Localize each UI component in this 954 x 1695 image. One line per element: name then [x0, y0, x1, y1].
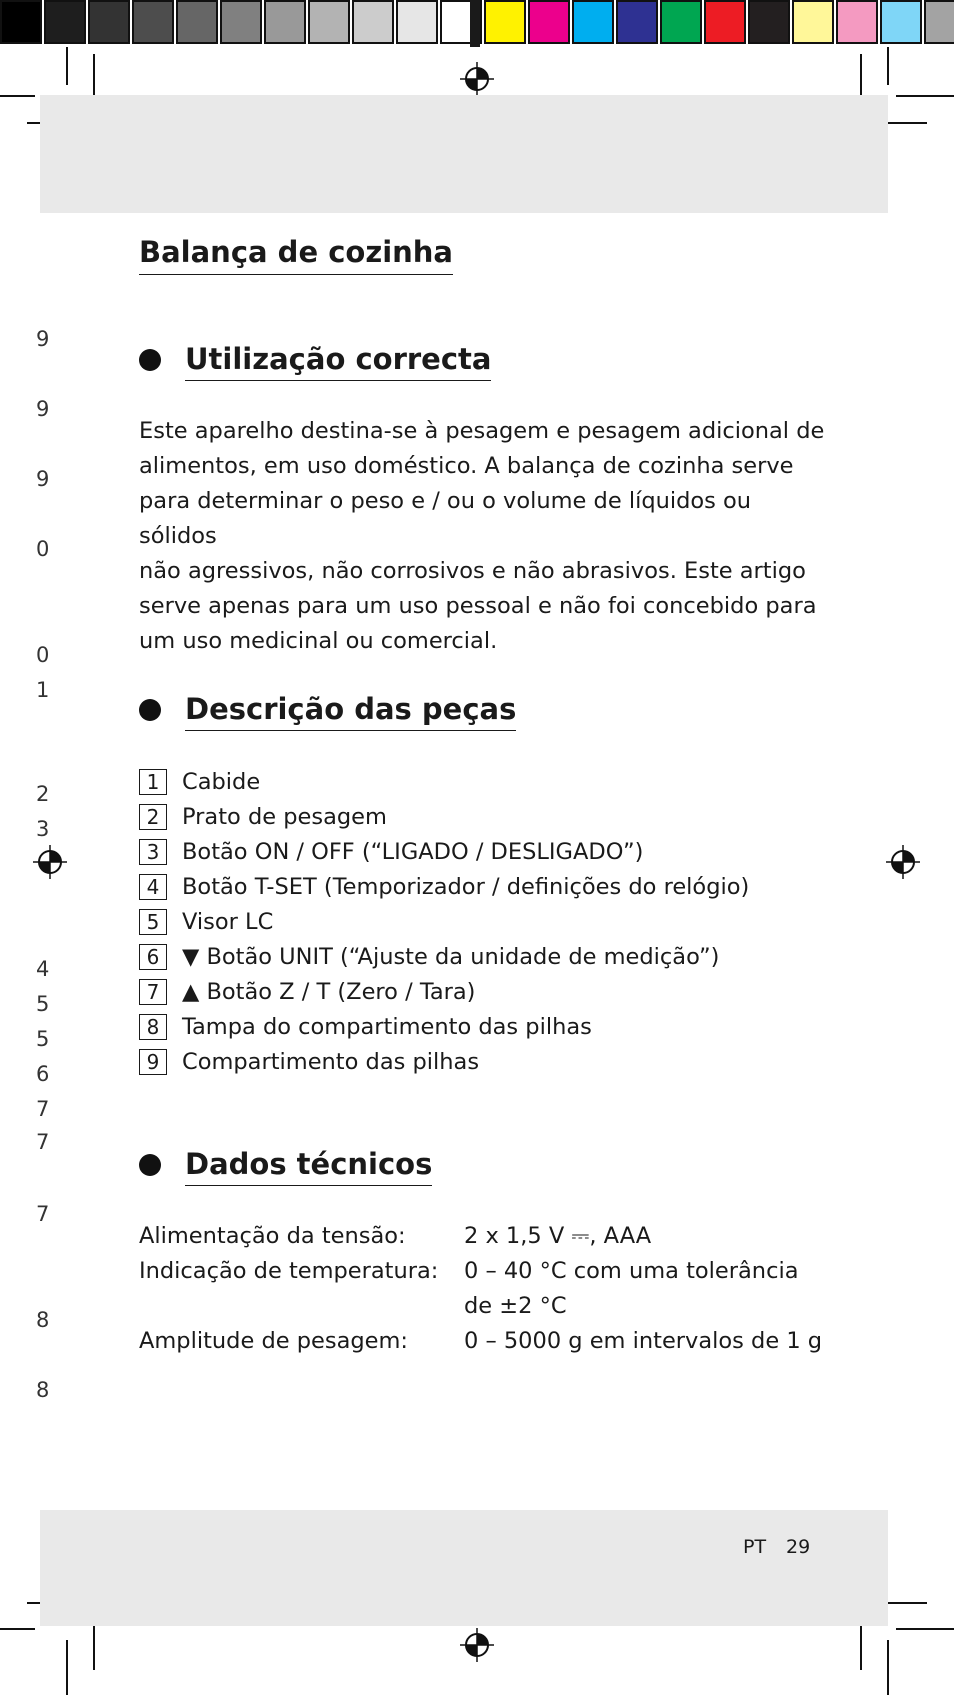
color-swatch — [616, 0, 658, 44]
color-swatch — [220, 0, 262, 44]
color-swatch — [352, 0, 394, 44]
paragraph-line: um uso medicinal ou comercial. — [139, 628, 498, 654]
spec-label: Amplitude de pesagem: — [139, 1328, 408, 1354]
crop-mark — [896, 1628, 954, 1630]
color-swatch — [44, 0, 86, 44]
paragraph-line: serve apenas para um uso pessoal e não foi concebido para — [139, 593, 817, 619]
margin-fragment: 2 — [36, 782, 50, 806]
section-heading-usage — [139, 339, 491, 381]
registration-mark-icon — [460, 62, 494, 96]
paragraph-line: para determinar o peso e / ou o volume de líquidos ou sólidos — [139, 488, 752, 549]
header-band — [40, 95, 888, 213]
list-item — [139, 834, 749, 869]
process-color-bar — [484, 0, 954, 47]
list-item — [139, 799, 749, 834]
margin-fragment: 4 — [36, 957, 50, 981]
section-heading-text: Utilização correcta — [185, 339, 491, 381]
list-item — [139, 1009, 749, 1044]
spec-value: 2 x 1,5 V ⎓, AAA — [464, 1223, 652, 1249]
spec-value — [464, 1254, 824, 1324]
list-item — [139, 974, 749, 1009]
footer-language-code: PT — [743, 1536, 767, 1558]
tech-spec-table — [139, 1219, 824, 1359]
list-item — [139, 1044, 749, 1079]
crop-mark — [93, 1622, 95, 1670]
section-heading-text: Descrição das peças — [185, 689, 516, 731]
grayscale-color-bar — [0, 0, 484, 47]
color-bar-separator — [470, 0, 480, 47]
table-row — [139, 1219, 824, 1254]
bullet-icon — [139, 1154, 161, 1176]
crop-mark — [860, 1622, 862, 1670]
crop-mark — [66, 47, 68, 85]
registration-mark-icon — [460, 1628, 494, 1662]
margin-fragment: 1 — [36, 678, 50, 702]
margin-fragment: 3 — [36, 817, 50, 841]
crop-mark — [896, 95, 954, 97]
crop-mark — [0, 1628, 35, 1630]
part-number: 5 — [139, 909, 167, 935]
page-title: Balança de cozinha — [139, 232, 453, 275]
part-label: ▼ Botão UNIT (“Ajuste da unidade de medição”) — [182, 943, 720, 970]
part-number: 9 — [139, 1049, 167, 1075]
spec-value: 0 – 5000 g em intervalos de 1 g — [464, 1328, 823, 1354]
crop-mark — [66, 1640, 68, 1695]
list-item — [139, 904, 749, 939]
crop-mark — [887, 1640, 889, 1695]
table-row — [139, 1254, 824, 1324]
color-swatch — [176, 0, 218, 44]
part-label: ▲ Botão Z / T (Zero / Tara) — [182, 978, 476, 1005]
bullet-icon — [139, 699, 161, 721]
page-number: 29 — [786, 1536, 811, 1558]
part-number: 8 — [139, 1014, 167, 1040]
list-item — [139, 939, 749, 974]
part-label: Visor LC — [182, 908, 274, 935]
list-item — [139, 869, 749, 904]
footer-band — [40, 1510, 888, 1626]
color-swatch — [924, 0, 954, 44]
margin-fragment: 5 — [36, 1027, 50, 1051]
part-number: 4 — [139, 874, 167, 900]
color-swatch — [88, 0, 130, 44]
margin-fragment: 9 — [36, 467, 50, 491]
crop-mark — [887, 47, 889, 85]
part-number: 6 — [139, 944, 167, 970]
margin-fragment: 7 — [36, 1130, 50, 1154]
margin-fragment: 9 — [36, 397, 50, 421]
margin-fragment: 5 — [36, 992, 50, 1016]
spec-label: Alimentação da tensão: — [139, 1223, 406, 1249]
color-swatch — [132, 0, 174, 44]
spec-value-line: de ±2 °C — [464, 1293, 567, 1319]
color-swatch — [572, 0, 614, 44]
paragraph-line: alimentos, em uso doméstico. A balança de cozinha serve — [139, 453, 794, 479]
part-label: Botão T-SET (Temporizador / definições do relógio) — [182, 873, 750, 900]
paragraph-line: Este aparelho destina-se à pesagem e pesagem adicional de — [139, 418, 825, 444]
part-label: Tampa do compartimento das pilhas — [182, 1013, 592, 1040]
section-heading-parts — [139, 689, 516, 731]
section-heading-text: Dados técnicos — [185, 1144, 432, 1186]
part-number: 7 — [139, 979, 167, 1005]
margin-fragment: 7 — [36, 1202, 50, 1226]
parts-list — [139, 764, 749, 1079]
part-number: 3 — [139, 839, 167, 865]
table-row — [139, 1324, 824, 1359]
paragraph-line: não agressivos, não corrosivos e não abrasivos. Este artigo — [139, 558, 806, 584]
color-swatch — [836, 0, 878, 44]
margin-fragment: 6 — [36, 1062, 50, 1086]
section-heading-tech — [139, 1144, 432, 1186]
bullet-icon — [139, 349, 161, 371]
part-number: 1 — [139, 769, 167, 795]
margin-fragment: 7 — [36, 1097, 50, 1121]
color-swatch — [660, 0, 702, 44]
color-swatch — [528, 0, 570, 44]
part-label: Prato de pesagem — [182, 803, 387, 830]
color-swatch — [704, 0, 746, 44]
registration-mark-icon — [886, 845, 920, 879]
color-swatch — [396, 0, 438, 44]
margin-fragment: 8 — [36, 1308, 50, 1332]
color-swatch — [264, 0, 306, 44]
usage-paragraph — [139, 414, 829, 659]
crop-mark — [0, 95, 35, 97]
color-swatch — [792, 0, 834, 44]
part-label: Botão ON / OFF (“LIGADO / DESLIGADO”) — [182, 838, 644, 865]
part-label: Cabide — [182, 768, 261, 795]
margin-fragment: 8 — [36, 1378, 50, 1402]
margin-fragment: 0 — [36, 537, 50, 561]
color-swatch — [748, 0, 790, 44]
spec-label: Indicação de temperatura: — [139, 1258, 439, 1284]
margin-fragment: 9 — [36, 327, 50, 351]
margin-fragment: 0 — [36, 643, 50, 667]
part-number: 2 — [139, 804, 167, 830]
part-label: Compartimento das pilhas — [182, 1048, 480, 1075]
list-item — [139, 764, 749, 799]
spec-value-line: 0 – 40 °C com uma tolerância — [464, 1258, 799, 1284]
adjacent-page-fragments — [36, 0, 50, 1695]
color-swatch — [308, 0, 350, 44]
color-swatch — [484, 0, 526, 44]
color-swatch — [880, 0, 922, 44]
